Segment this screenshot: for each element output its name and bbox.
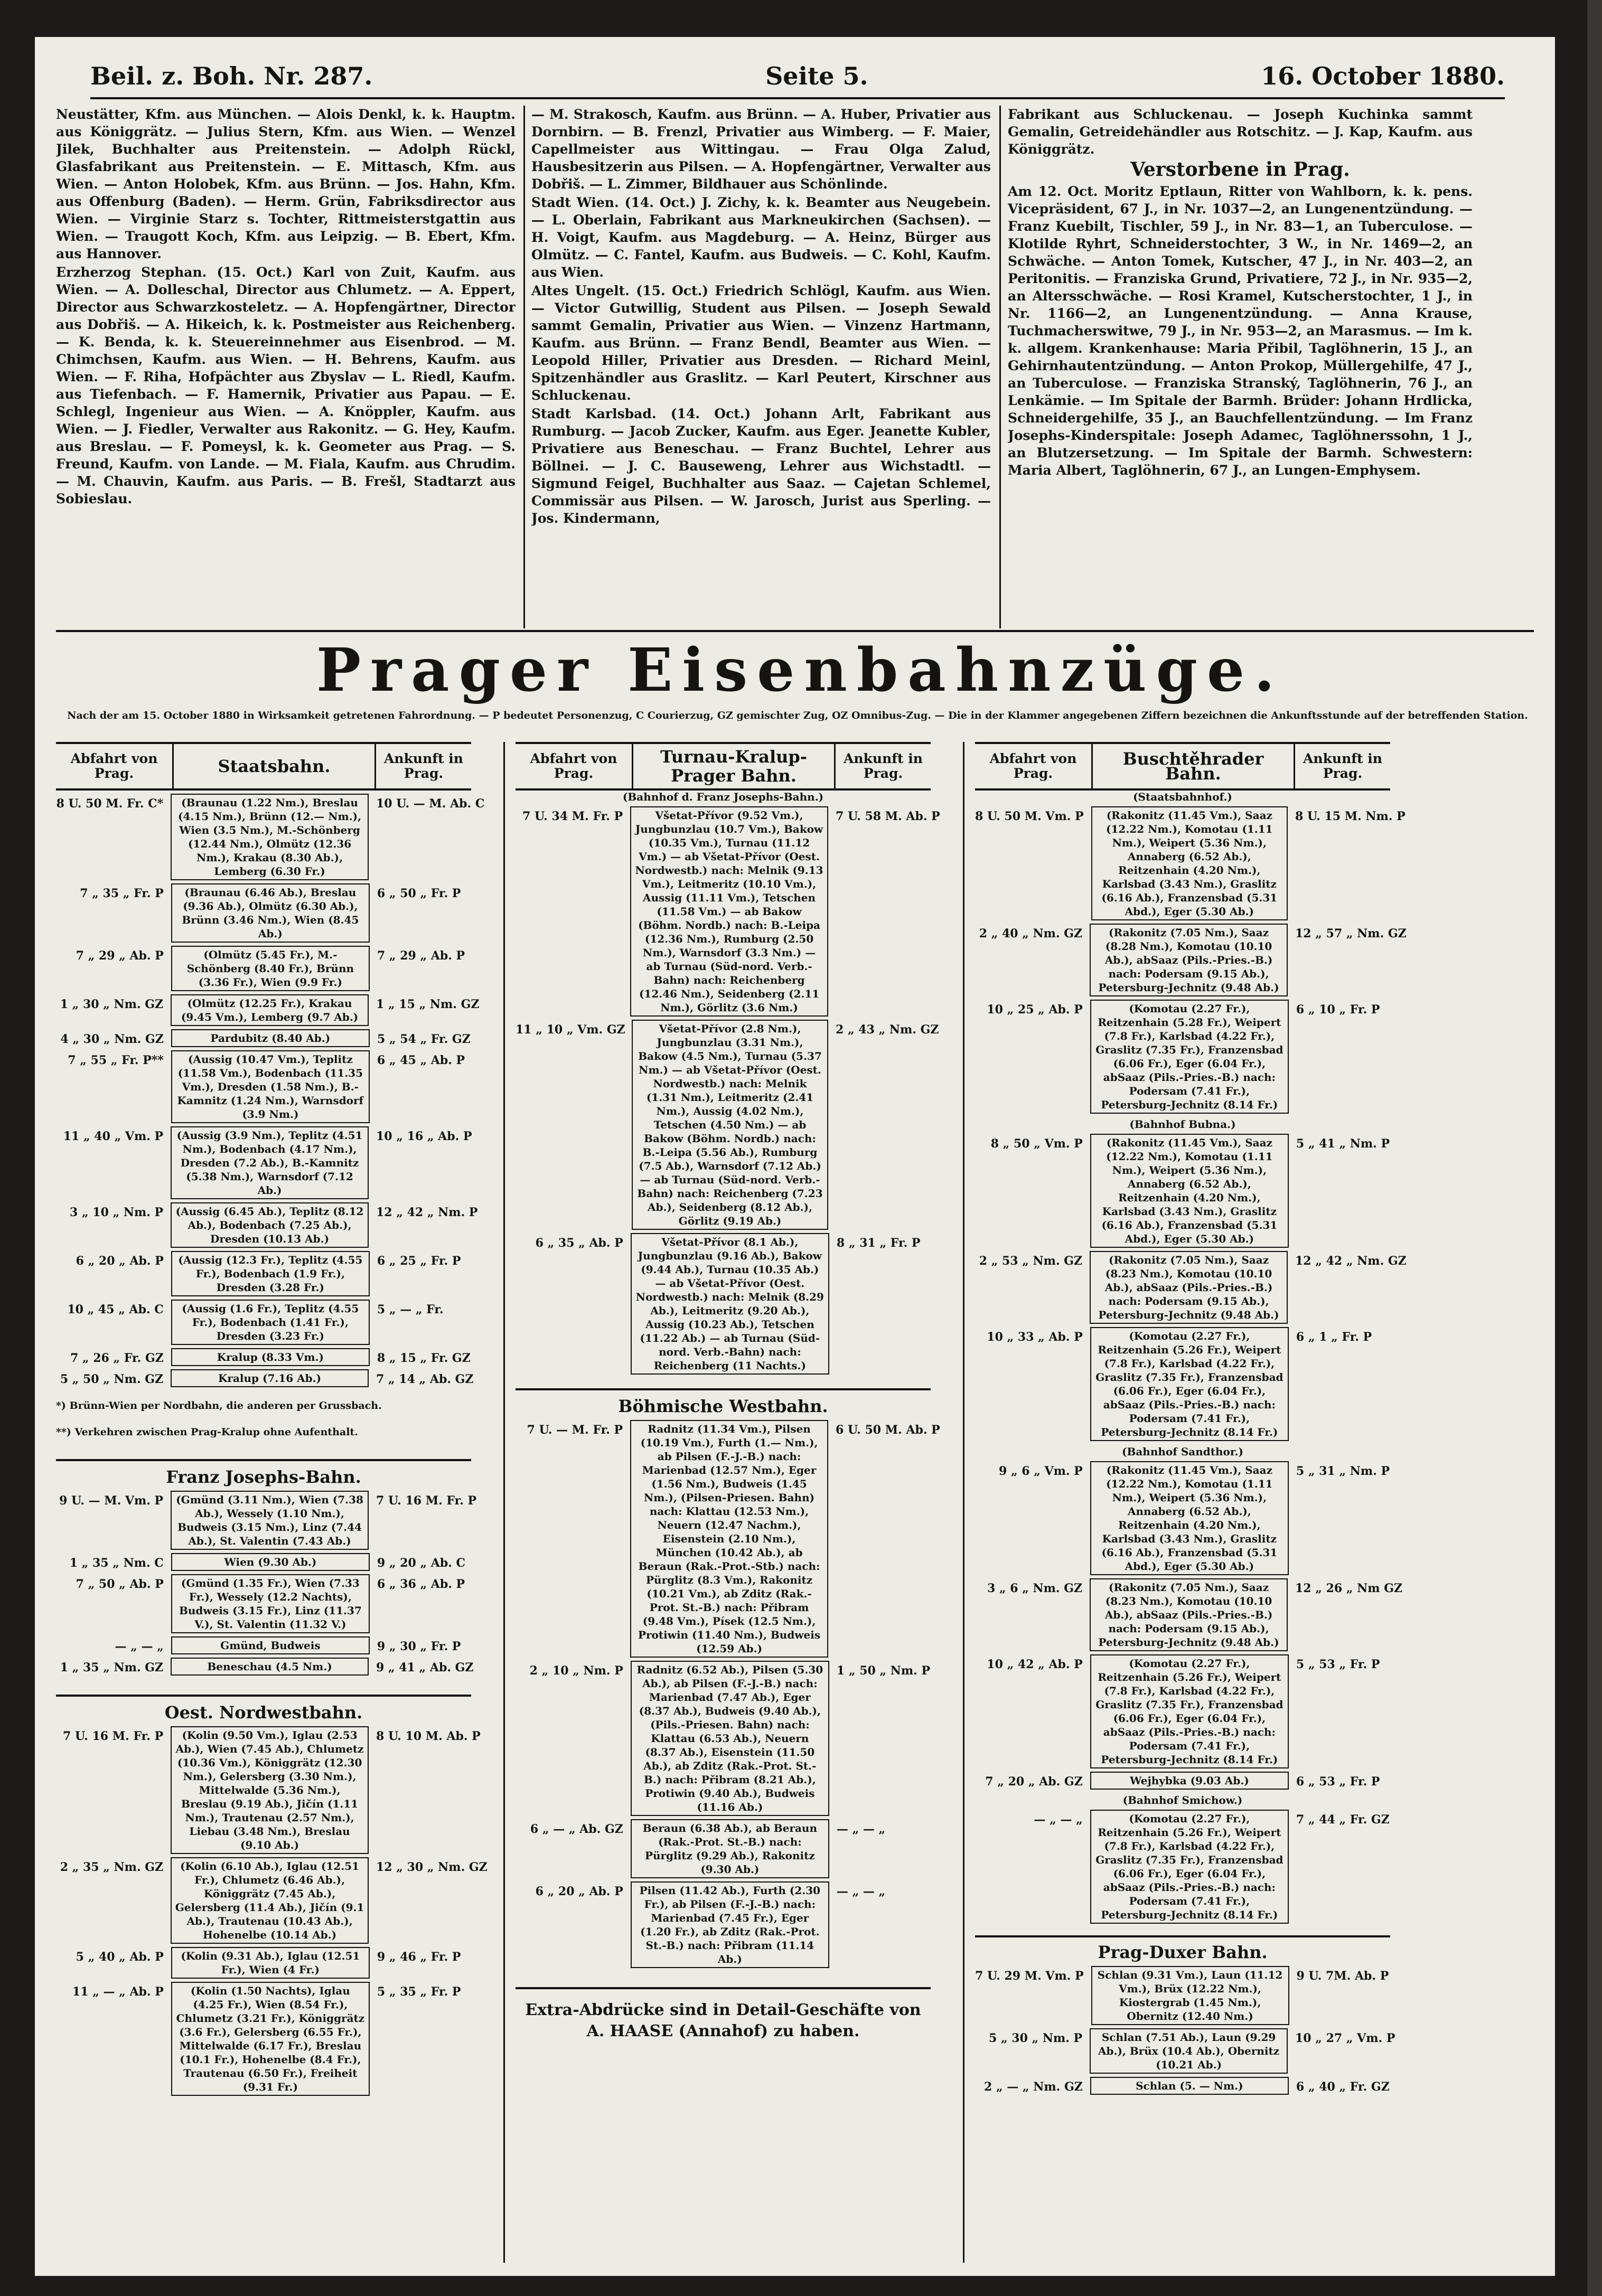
arrival-time: 9 „ 46 „ Fr. P	[377, 1950, 461, 1964]
train-rows	[56, 1491, 477, 1676]
section-title: Böhmische Westbahn.	[618, 1396, 828, 1416]
deaths-text: Am 12. Oct. Moritz Eptlaun, Ritter von Wahlborn, k. k. pens. Vicepräsident, 67 J., in Nr. 1037—2, an Lungenentzündung. — Franz Kuebilt, Tischler, 59 J., in Nr. 83—1, an Tuberculose. — Klotilde Ryhrt, Schneiderstochter, 3 W., in Nr. 1469—2, an Schwäche. — Anton Tomek, Kutscher, 47 J., in Nr. 403—2, an Peritonitis. — Franziska Grund, Privatiere, 72 J., in Nr. 935—2, an Altersschwäche. — Rosi Kramel, Kutscherstochter, 1 J., in Nr. 1166—2, an Lungenentzündung. — Anna Krause, Tuchmacherswitwe, 79 J., in Nr. 953—2, an Marasmus. — Im k. k. allgem. Krankenhause: Maria Přibil, Taglöhnerin, 15 J., an Gehirnhautentzündung. — Anton Prokop, Müllergehilfe, 47 J., an Tuberculose. — Franziska Stranský, Taglöhnerin, 76 J., an Lenkämie. — Im Spitale der Barmh. Brüder: Johann Hrdlicka, Schneidergehilfe, 35 J., an Bauchfellentzündung. — Im Franz Josephs-Kinderspitale: Joseph Adamec, Taglöhnerssohn, 1 J., an Blutzersetzung. — Im Spitale der Barmh. Schwestern: Maria Albert, Taglöhnerin, 67 J., an Lungen-Emphysem.	[1008, 184, 1473, 478]
destinations: (Kolin (9.50 Vm.), Iglau (2.53 Ab.), Wien (7.45 Ab.), Chlumetz (10.36 Vm.), Königgrätz (12.30 Nm.), Gelersberg (3.30 Nm.), Mittelwalde (5.36 Nm.), Breslau (9.19 Ab.), Jičín (1.11 Nm.), Trautenau (2.57 Nm.), Liebau (3.48 Nm.), Breslau (9.10 Ab.)	[171, 1726, 369, 1854]
destinations: Schlan (7.51 Ab.), Laun (9.29 Ab.), Brüx (10.4 Ab.), Obernitz (10.21 Ab.)	[1090, 2028, 1288, 2074]
destinations: Všetat-Přívor (8.1 Ab.), Jungbunzlau (9.16 Ab.), Bakow (9.44 Ab.), Turnau (10.35 Ab.) — ab Všetat-Přívor (Oest. Nordwestb.) nach: Melnik (8.29 Ab.), Leitmeritz (9.20 Ab.), Aussig (10.23 Ab.), Tetschen (11.22 Ab.) — ab Turnau (Süd-nord. Verb.-Bahn) nach: Reichenberg (11 Nachts.)	[631, 1233, 829, 1375]
train-row	[975, 1772, 1390, 1790]
train-rows	[975, 1810, 1390, 1924]
departure-time: — „ — „	[115, 1640, 164, 1653]
arrival-time: — „ — „	[836, 1822, 886, 1836]
arrival-time: 5 „ 53 „ Fr. P	[1296, 1658, 1380, 1671]
arrival-time: 5 „ 41 „ Nm. P	[1296, 1137, 1390, 1151]
destinations: (Rakonitz (7.05 Nm.), Saaz (8.23 Nm.), Komotau (10.10 Ab.), abSaaz (Pils.-Pries.-B.) nach: Podersam (9.15 Ab.), Petersburg-Jechnitz (9.48 Ab.)	[1090, 1578, 1288, 1651]
arrival-header: Ankunft in Prag.	[1303, 751, 1382, 781]
departure-header: Abfahrt von Prag.	[530, 751, 617, 781]
train-row	[975, 1810, 1390, 1924]
news-column-1	[56, 106, 516, 628]
destinations: Kralup (7.16 Ab.)	[171, 1369, 369, 1387]
train-row	[975, 1134, 1390, 1248]
departure-time: 10 „ 42 „ Ab. P	[987, 1658, 1083, 1671]
arrival-time: 6 „ 45 „ Ab. P	[377, 1053, 465, 1067]
departure-time: 7 U. 29 M. Vm. P	[975, 1969, 1084, 1983]
train-row	[56, 883, 471, 943]
news-paragraph: — M. Strakosch, Kaufm. aus Brünn. — A. Huber, Privatier aus Dornbirn. — B. Frenzl, Privatier aus Wimberg. — F. Maier, Capellmeister aus Wittingau. — Frau Olga Zalud, Hausbesitzerin aus Pilsen. — A. Hopfengärtner, Verwalter aus Dobřiš. — L. Zimmer, Bildhauer aus Schönlinde.	[531, 107, 991, 192]
line-name: Buschtěhrader Bahn.	[1091, 744, 1295, 788]
arrival-time: 7 U. 16 M. Fr. P	[376, 1494, 477, 1508]
arrival-time: 6 „ 10 „ Fr. P	[1296, 1003, 1380, 1017]
departure-time: 7 „ 35 „ Fr. P	[80, 887, 164, 900]
arrival-time: 5 „ 35 „ Fr. P	[377, 1985, 461, 1999]
departure-time: 9 „ 6 „ Vm. P	[999, 1464, 1083, 1478]
arrival-time: 6 „ 50 „ Fr. P	[377, 887, 461, 900]
table-header	[56, 742, 471, 791]
train-row	[56, 1029, 471, 1047]
timetable-column-1	[56, 742, 488, 2099]
destinations: (Komotau (2.27 Fr.), Reitzenhain (5.28 Fr.), Weipert (7.8 Fr.), Karlsbad (4.22 Fr.), Graslitz (7.35 Fr.), Franzensbad (6.06 Fr.), Eger (6.04 Fr.), abSaaz (Pils.-Pries.-B.) nach: Podersam (7.41 Fr.), Petersburg-Jechnitz (8.14 Fr.)	[1090, 1000, 1289, 1114]
news-paragraph: Stadt Karlsbad. (14. Oct.) Johann Arlt, Fabrikant aus Rumburg. — Jacob Zucker, Kaufm. aus Eger. Jeanette Kubler, Privatiere aus Beneschau. — Franz Buchtel, Lehrer aus Böllnei. — J. C. Bauseweng, Lehrer aus Wichstadtl. — Sigmund Feigel, Buchhalter aus Saaz. — Cajetan Schlemel, Commissär aus Pilsen. — W. Jarosch, Jurist aus Sperling. — Jos. Kindermann,	[531, 406, 991, 526]
arrival-time: 12 „ 42 „ Nm. GZ	[1295, 1254, 1407, 1268]
destinations: (Komotau (2.27 Fr.), Reitzenhain (5.26 Fr.), Weipert (7.8 Fr.), Karlsbad (4.22 Fr.), Graslitz (7.35 Fr.), Franzensbad (6.06 Fr.), Eger (6.04 Fr.), abSaaz (Pils.-Pries.-B.) nach: Podersam (7.41 Fr.), Petersburg-Jechnitz (8.14 Fr.)	[1090, 1654, 1289, 1768]
line-name: Turnau-Kralup-Prager Bahn.	[632, 744, 836, 788]
arrival-time: — „ — „	[836, 1885, 886, 1898]
destinations: (Aussig (10.47 Vm.), Teplitz (11.58 Vm.), Bodenbach (11.35 Vm.), Dresden (1.58 Nm.), B.-Kamnitz (1.24 Nm.), Warnsdorf (3.9 Nm.)	[171, 1050, 370, 1123]
arrival-time: 1 „ 15 „ Nm. GZ	[376, 998, 480, 1011]
destinations: Beraun (6.38 Ab.), ab Beraun (Rak.-Prot. St.-B.) nach: Pürglitz (9.29 Ab.), Rakonitz (9.30 Ab.)	[631, 1819, 829, 1878]
departure-time: 1 „ 35 „ Nm. C	[69, 1556, 164, 1570]
station-note: (Staatsbahnhof.)	[1133, 791, 1232, 803]
train-row	[56, 1574, 471, 1633]
extra-prints-notice: Extra-Abdrücke sind in Detail-Geschäfte von A. HAASE (Annahof) zu haben.	[525, 2001, 921, 2040]
destinations: Wien (9.30 Ab.)	[171, 1553, 370, 1571]
train-row	[56, 1126, 471, 1199]
destinations: Gmünd, Budweis	[171, 1636, 370, 1654]
destinations: (Rakonitz (11.45 Vm.), Saaz (12.22 Nm.), Komotau (1.11 Nm.), Weipert (5.36 Nm.), Annaberg (6.52 Ab.), Reitzenhain (4.20 Nm.), Karlsbad (3.43 Nm.), Graslitz (6.16 Ab.), Franzensbad (5.31 Abd.), Eger (5.30 Ab.)	[1091, 806, 1288, 920]
arrival-time: 12 „ 26 „ Nm GZ	[1295, 1582, 1403, 1595]
departure-header: Abfahrt von Prag.	[989, 751, 1077, 781]
news-paragraph: Stadt Wien. (14. Oct.) J. Zichy, k. k. Beamter aus Neugebein. — L. Oberlain, Fabrikant aus Markneukirchen (Sachsen). — H. Voigt, Kaufm. aus Magdeburg. — A. Heinz, Bürger aus Olmütz. — C. Fantel, Kaufm. aus Budweis. — C. Kohl, Kaufm. aus Wien.	[531, 195, 991, 280]
arrival-time: 6 „ 1 „ Fr. P	[1296, 1330, 1372, 1344]
departure-header: Abfahrt von Prag.	[70, 751, 158, 781]
departure-time: 6 „ 20 „ Ab. P	[535, 1885, 623, 1898]
arrival-time: 2 „ 43 „ Nm. GZ	[836, 1023, 939, 1037]
train-row	[516, 1233, 931, 1375]
train-row	[56, 1251, 471, 1296]
destinations: Wejhybka (9.03 Ab.)	[1090, 1772, 1289, 1790]
train-row	[516, 1420, 940, 1658]
departure-time: 7 „ 20 „ Ab. GZ	[985, 1775, 1083, 1789]
news-paragraph: Fabrikant aus Schluckenau. — Joseph Kuchinka sammt Gemalin, Getreidehändler aus Rotschitz. — J. Kap, Kaufm. aus Königgrätz.	[1008, 107, 1473, 157]
departure-time: 7 „ 55 „ Fr. P**	[68, 1053, 164, 1067]
arrival-time: 12 „ 42 „ Nm. P	[376, 1206, 478, 1219]
train-row	[516, 1819, 931, 1878]
arrival-time: 9 „ 30 „ Fr. P	[377, 1640, 461, 1653]
section-divider	[56, 630, 1534, 632]
train-row	[56, 1658, 474, 1676]
train-row	[56, 994, 480, 1026]
table-header	[516, 742, 931, 791]
column-divider	[963, 742, 964, 2263]
departure-time: 5 „ 50 „ Nm. GZ	[60, 1372, 164, 1386]
arrival-time: 9 U. 7M. Ab. P	[1296, 1969, 1389, 1983]
train-rows	[975, 1134, 1407, 1441]
line-name: Staatsbahn.	[172, 744, 376, 788]
train-row	[516, 1020, 939, 1230]
arrival-time: 6 U. 50 M. Ab. P	[836, 1423, 940, 1437]
train-row	[975, 1966, 1390, 2025]
arrival-header: Ankunft in Prag.	[844, 751, 923, 781]
arrival-time: 8 U. 15 M. Nm. P	[1295, 810, 1406, 823]
departure-time: 6 „ 20 „ Ab. P	[76, 1254, 164, 1268]
departure-time: 7 U. 34 M. Fr. P	[522, 810, 623, 823]
train-row	[516, 1661, 931, 1816]
section-title: Franz Josephs-Bahn.	[166, 1467, 361, 1487]
train-rows	[56, 1726, 488, 2096]
train-row	[975, 1327, 1390, 1441]
timetable-column-2	[516, 742, 940, 2042]
departure-time: 8 U. 50 M. Vm. P	[975, 810, 1084, 823]
departure-time: 2 „ 40 „ Nm. GZ	[979, 927, 1083, 940]
departure-time: 7 U. — M. Fr. P	[527, 1423, 623, 1437]
destinations: (Komotau (2.27 Fr.), Reitzenhain (5.26 Fr.), Weipert (7.8 Fr.), Karlsbad (4.22 Fr.), Graslitz (7.35 Fr.), Franzensbad (6.06 Fr.), Eger (6.04 Fr.), abSaaz (Pils.-Pries.-B.) nach: Podersam (7.41 Fr.), Petersburg-Jechnitz (8.14 Fr.)	[1090, 1327, 1289, 1441]
destinations: (Aussig (3.9 Nm.), Teplitz (4.51 Nm.), Bodenbach (4.17 Nm.), Dresden (7.2 Ab.), B.-Kamnitz (5.38 Nm.), Warnsdorf (7.12 Ab.)	[171, 1126, 369, 1199]
destinations: (Aussig (12.3 Fr.), Teplitz (4.55 Fr.), Bodenbach (1.9 Fr.), Dresden (3.28 Fr.)	[171, 1251, 370, 1296]
arrival-time: 5 „ — „ Fr.	[377, 1303, 444, 1316]
page-header	[90, 55, 1505, 99]
arrival-time: 7 „ 29 „ Ab. P	[377, 949, 465, 963]
arrival-time: 10 „ 16 „ Ab. P	[376, 1130, 472, 1143]
destinations: (Gmünd (3.11 Nm.), Wien (7.38 Ab.), Wessely (1.10 Nm.), Budweis (3.15 Nm.), Linz (7.44 Ab.), St. Valentin (7.43 Ab.)	[171, 1491, 369, 1550]
arrival-time: 5 „ 54 „ Fr. GZ	[377, 1032, 471, 1046]
train-row	[56, 1369, 474, 1387]
destinations: (Rakonitz (11.45 Vm.), Saaz (12.22 Nm.), Komotau (1.11 Nm.), Weipert (5.36 Nm.), Annaberg (6.52 Ab.), Reitzenhain (4.20 Nm.), Karlsbad (3.43 Nm.), Graslitz (6.16 Ab.), Franzensbad (5.31 Abd.), Eger (5.30 Ab.)	[1090, 1461, 1289, 1575]
arrival-time: 6 „ 40 „ Fr. GZ	[1296, 2080, 1390, 2094]
destinations: Pilsen (11.42 Ab.), Furth (2.30 Fr.), ab Pilsen (F.-J.-B.) nach: Marienbad (7.45 Fr.), Eger (1.20 Fr.), ab Zditz (Rak.-Prot. St.-B.) nach: Přibram (11.14 Ab.)	[631, 1881, 829, 1968]
arrival-time: 7 U. 58 M. Ab. P	[836, 810, 940, 823]
arrival-time: 7 „ 14 „ Ab. GZ	[376, 1372, 474, 1386]
destinations: (Rakonitz (11.45 Vm.), Saaz (12.22 Nm.), Komotau (1.11 Nm.), Weipert (5.36 Nm.), Annaberg (6.52 Ab.), Reitzenhain (4.20 Nm.), Karlsbad (3.43 Nm.), Graslitz (6.16 Ab.), Franzensbad (5.31 Abd.), Eger (5.30 Ab.)	[1090, 1134, 1289, 1248]
page-number: Seite 5.	[765, 62, 868, 90]
departure-time: 7 U. 16 M. Fr. P	[63, 1729, 164, 1743]
train-row	[56, 1553, 471, 1571]
station-note: (Bahnhof Smichow.)	[1122, 1794, 1243, 1806]
destinations: (Kolin (1.50 Nachts), Iglau (4.25 Fr.), Wien (8.54 Fr.), Chlumetz (3.21 Fr.), Königgrätz (3.6 Fr.), Gelersberg (6.55 Fr.), Mittelwalde (6.17 Fr.), Breslau (10.1 Fr.), Hohenelbe (8.4 Fr.), Trautenau (6.50 Fr.), Freiheit (9.31 Fr.)	[171, 1982, 370, 2096]
departure-time: 6 „ 35 „ Ab. P	[535, 1236, 623, 1250]
section-title: Oest. Nordwestbahn.	[164, 1702, 363, 1723]
train-row	[56, 1982, 471, 2096]
train-row	[56, 794, 485, 880]
train-row	[56, 1726, 481, 1854]
timetable-subtitle: Nach der am 15. October 1880 in Wirksamkeit getretenen Fahrordnung. — P bedeutet Personenzug, C Courierzug, GZ gemischter Zug, OZ Omnibus-Zug. — Die in der Klammer angegebenen Ziffern bezeichnen die Ankunftsstunde auf der betreffenden Station.	[67, 710, 1528, 721]
destinations: (Olmütz (12.25 Fr.), Krakau (9.45 Vm.), Lemberg (9.7 Ab.)	[171, 994, 369, 1026]
arrival-time: 12 „ 30 „ Nm. GZ	[376, 1860, 488, 1874]
departure-time: 2 „ — „ Nm. GZ	[983, 2080, 1083, 2094]
departure-time: 8 „ 50 „ Vm. P	[990, 1137, 1083, 1151]
station-note: (Bahnhof d. Franz Josephs-Bahn.)	[622, 791, 824, 803]
destinations: Schlan (5. — Nm.)	[1090, 2077, 1289, 2095]
departure-time: 4 „ 30 „ Nm. GZ	[60, 1032, 164, 1046]
column-divider	[523, 106, 525, 628]
destinations: (Kolin (6.10 Ab.), Iglau (12.51 Fr.), Chlumetz (6.46 Ab.), Königgrätz (7.45 Ab.), Gelersberg (11.4 Ab.), Jičín (9.1 Ab.), Trautenau (10.43 Ab.), Hohenelbe (10.14 Ab.)	[171, 1857, 369, 1944]
news-column-2	[531, 106, 991, 628]
train-row	[975, 2077, 1390, 2095]
departure-time: 5 „ 30 „ Nm. P	[988, 2031, 1083, 2045]
deaths-heading: Verstorbene in Prag.	[1130, 158, 1350, 181]
arrival-time: 6 „ 36 „ Ab. P	[377, 1577, 465, 1591]
departure-time: 7 „ 29 „ Ab. P	[76, 949, 164, 963]
destinations: Schlan (9.31 Vm.), Laun (11.12 Vm.), Brüx (12.22 Nm.), Kiostergrab (1.45 Nm.), Obernitz (12.40 Nm.)	[1091, 1966, 1289, 2025]
train-row	[975, 1461, 1390, 1575]
departure-time: 1 „ 30 „ Nm. GZ	[60, 998, 164, 1011]
departure-time: 3 „ 6 „ Nm. GZ	[987, 1582, 1083, 1595]
departure-time: 11 „ — „ Ab. P	[72, 1985, 164, 1999]
footnote-2: **) Verkehren zwischen Prag-Kralup ohne Aufenthalt.	[56, 1426, 358, 1438]
departure-time: 3 „ 10 „ Nm. P	[69, 1206, 164, 1219]
train-row	[56, 1050, 471, 1123]
issue-date: 16. October 1880.	[1261, 62, 1505, 90]
news-paragraph: Erzherzog Stephan. (15. Oct.) Karl von Zuit, Kaufm. aus Wien. — A. Dolleschal, Director aus Chlumetz. — A. Eppert, Director aus Schwarzkosteletz. — A. Hopfengärtner, Director aus Dobřiš. — A. Hikeich, k. k. Postmeister aus Reichenberg. — K. Benda, k. k. Steuereinnehmer aus Eisenbrod. — M. Chimchsen, Kaufm. aus Wien. — H. Behrens, Kaufm. aus Wien. — F. Riha, Hofpächter aus Zbyslav — L. Riedl, Kaufm. aus Tiefenbach. — F. Hamernik, Privatier aus Papau. — E. Schlegl, Ingenieur aus Wien. — A. Knöppler, Kaufm. aus Wien. — J. Fiedler, Verwalter aus Rakonitz. — G. Hey, Kaufm. aus Breslau. — F. Pomeysl, k. k. Geometer aus Prag. — S. Freund, Kaufm. von Lande. — M. Fiala, Kaufm. aus Chrudim. — M. Chauvin, Kaufm. aus Paris. — B. Frešl, Stadtarzt aus Sobieslau.	[56, 265, 516, 506]
news-paragraph: Altes Ungelt. (15. Oct.) Friedrich Schlögl, Kaufm. aus Wien. — Victor Gutwillig, Student aus Pilsen. — Joseph Sewald sammt Gemalin, Privatier aus Wien. — Vinzenz Hartmann, Kaufm. aus Brünn. — Franz Bendl, Beamter aus Wien. — Leopold Hiller, Privatier aus Dresden. — Richard Meinl, Spitzenhändler aus Graslitz. — Karl Peutert, Kirschner aus Schluckenau.	[531, 283, 991, 403]
destinations: (Gmünd (1.35 Fr.), Wien (7.33 Fr.), Wessely (12.2 Nachts), Budweis (3.15 Fr.), Linz (11.37 V.), St. Valentin (11.32 V.)	[171, 1574, 370, 1633]
arrival-time: 7 „ 44 „ Fr. GZ	[1296, 1813, 1390, 1827]
newspaper-page	[35, 37, 1555, 2276]
supplement-number: Beil. z. Boh. Nr. 287.	[90, 62, 373, 90]
train-row	[975, 806, 1406, 920]
station-note: (Bahnhof Bubna.)	[1129, 1118, 1236, 1131]
train-row	[516, 1881, 931, 1968]
column-divider	[999, 106, 1001, 628]
train-row	[56, 946, 471, 991]
destinations: Radnitz (11.34 Vm.), Pilsen (10.19 Vm.), Furth (1.— Nm.), ab Pilsen (F.-J.-B.) nach: Marienbad (12.57 Nm.), Eger (1.56 Nm.), Budweis (1.45 Nm.), (Pilsen-Priesen. Bahn) nach: Klattau (12.53 Nm.), Neuern (12.47 Nachm.), Eisenstein (2.10 Nm.), München (10.42 Ab.), ab Beraun (Rak.-Prot.-Stb.) nach: Pürglitz (8.3 Vm.), Rakonitz (10.21 Vm.), ab Zditz (Rak.-Prot. St.-B.) nach: Přibram (9.48 Vm.), Písek (12.5 Nm.), Protiwin (11.40 Nm.), Budweis (12.59 Ab.)	[630, 1420, 828, 1658]
destinations: Všetat-Přívor (2.8 Nm.), Jungbunzlau (3.31 Nm.), Bakow (4.5 Nm.), Turnau (5.37 Nm.) — ab Všetat-Přívor (Oest. Nordwestb.) nach: Melnik (1.31 Nm.), Leitmeritz (2.41 Nm.), Aussig (4.02 Nm.), Tetschen (4.50 Nm.) — ab Bakow (Böhm. Nordb.) nach: B.-Leipa (5.56 Ab.), Rumburg (7.5 Ab.), Warnsdorf (7.12 Ab.) — ab Turnau (Süd-nord. Verb.-Bahn) nach: Reichenberg (7.23 Ab.), Seidenberg (8.12 Ab.), Görlitz (9.19 Ab.)	[632, 1020, 828, 1230]
timetable-title: Prager Eisenbahnzüge.	[316, 636, 1285, 705]
departure-time: 9 U. — M. Vm. P	[59, 1494, 164, 1508]
destinations: (Braunau (6.46 Ab.), Breslau (9.36 Ab.), Olmütz (6.30 Ab.), Brünn (3.46 Nm.), Wien (8.45 Ab.)	[171, 883, 370, 943]
arrival-time: 6 „ 25 „ Fr. P	[377, 1254, 461, 1268]
column-divider	[503, 742, 505, 2263]
table-header	[975, 742, 1390, 791]
destinations: Beneschau (4.5 Nm.)	[171, 1658, 369, 1676]
train-row	[975, 1251, 1407, 1324]
departure-time: 11 „ 40 „ Vm. P	[63, 1130, 164, 1143]
arrival-time: 9 „ 20 „ Ab. C	[377, 1556, 466, 1570]
departure-time: 8 U. 50 M. Fr. C*	[56, 797, 164, 811]
destinations: (Kolin (9.31 Ab.), Iglau (12.51 Fr.), Wien (4 Fr.)	[171, 1947, 370, 1979]
arrival-time: 10 „ 27 „ Vm. P	[1295, 2031, 1395, 2045]
train-row	[56, 1202, 478, 1248]
arrival-time: 8 U. 10 M. Ab. P	[376, 1729, 481, 1743]
departure-time: 10 „ 25 „ Ab. P	[987, 1003, 1083, 1017]
departure-time: 11 „ 10 „ Vm. GZ	[516, 1023, 625, 1037]
station-note: (Bahnhof Sandthor.)	[1121, 1445, 1244, 1458]
train-row	[56, 1947, 471, 1979]
departure-time: 10 „ 45 „ Ab. C	[67, 1303, 164, 1316]
train-row	[975, 2028, 1395, 2074]
departure-time: 7 „ 26 „ Fr. GZ	[70, 1351, 164, 1365]
departure-time: 7 „ 50 „ Ab. P	[76, 1577, 164, 1591]
destinations: (Braunau (1.22 Nm.), Breslau (4.15 Nm.), Brünn (12.— Nm.), Wien (3.5 Nm.), M.-Schönberg (12.44 Nm.), Olmütz (12.36 Nm.), Krakau (8.30 Ab.), Lemberg (6.30 Fr.)	[171, 794, 369, 880]
departure-time: 6 „ — „ Ab. GZ	[530, 1822, 623, 1836]
departure-time: — „ — „	[1034, 1813, 1083, 1827]
departure-time: 2 „ 35 „ Nm. GZ	[60, 1860, 164, 1874]
train-row	[975, 924, 1407, 996]
train-row	[516, 806, 940, 1017]
train-row	[56, 1857, 488, 1944]
departure-time: 2 „ 53 „ Nm. GZ	[979, 1254, 1083, 1268]
arrival-time: 8 „ 15 „ Fr. GZ	[377, 1351, 471, 1365]
arrival-time: 9 „ 41 „ Ab. GZ	[376, 1661, 474, 1674]
destinations: Všetat-Přívor (9.52 Vm.), Jungbunzlau (10.7 Vm.), Bakow (10.35 Vm.), Turnau (11.12 Vm.) — ab Všetat-Přívor (Oest. Nordwestb.) nach: Melnik (9.13 Vm.), Leitmeritz (10.10 Vm.), Aussig (11.11 Vm.), Tetschen (11.58 Vm.) — ab Bakow (Böhm. Nordb.) nach: B.-Leipa (12.36 Nm.), Rumburg (2.50 Nm.), Warnsdorf (3.3 Nm.) — ab Turnau (Süd-nord. Verb.-Bahn) nach: Reichenberg (12.46 Nm.), Seidenberg (2.11 Nm.), Görlitz (3.6 Nm.)	[630, 806, 828, 1017]
page-edge-shadow	[1587, 0, 1602, 2296]
news-column-3	[1008, 106, 1473, 628]
train-row	[975, 1000, 1390, 1114]
arrival-time: 8 „ 31 „ Fr. P	[836, 1236, 921, 1250]
destinations: (Aussig (1.6 Fr.), Teplitz (4.55 Fr.), Bodenbach (1.41 Fr.), Dresden (3.23 Fr.)	[171, 1300, 370, 1345]
arrival-time: 6 „ 53 „ Fr. P	[1296, 1775, 1380, 1789]
departure-time: 1 „ 35 „ Nm. GZ	[60, 1661, 164, 1674]
arrival-time: 5 „ 31 „ Nm. P	[1296, 1464, 1390, 1478]
section-title: Prag-Duxer Bahn.	[1098, 1942, 1268, 1962]
destinations: Radnitz (6.52 Ab.), Pilsen (5.30 Ab.), ab Pilsen (F.-J.-B.) nach: Marienbad (7.47 Ab.), Eger (8.37 Ab.), Budweis (9.40 Ab.), (Pils.-Priesen. Bahn) nach: Klattau (6.53 Ab.), Neuern (8.37 Ab.), Eisenstein (11.50 Ab.), ab Zditz (Rak.-Prot. St.-B.) nach: Přibram (8.21 Ab.), Protiwin (9.40 Ab.), Budweis (11.16 Ab.)	[631, 1661, 829, 1816]
destinations: Pardubitz (8.40 Ab.)	[171, 1029, 370, 1047]
train-rows	[56, 794, 485, 1387]
destinations: (Komotau (2.27 Fr.), Reitzenhain (5.26 Fr.), Weipert (7.8 Fr.), Karlsbad (4.22 Fr.), Graslitz (7.35 Fr.), Franzensbad (6.06 Fr.), Eger (6.04 Fr.), abSaaz (Pils.-Pries.-B.) nach: Podersam (7.41 Fr.), Petersburg-Jechnitz (8.14 Fr.)	[1090, 1810, 1289, 1924]
arrival-time: 1 „ 50 „ Nm. P	[836, 1664, 931, 1678]
destinations: (Olmütz (5.45 Fr.), M.-Schönberg (8.40 Fr.), Brünn (3.36 Fr.), Wien (9.9 Fr.)	[171, 946, 370, 991]
train-rows	[516, 806, 940, 1375]
train-row	[56, 1300, 471, 1345]
footnote-1: *) Brünn-Wien per Nordbahn, die anderen per Grussbach.	[56, 1400, 382, 1412]
train-rows	[975, 1461, 1403, 1790]
train-row	[975, 1578, 1403, 1651]
train-row	[975, 1654, 1390, 1768]
destinations: (Rakonitz (7.05 Nm.), Saaz (8.23 Nm.), Komotau (10.10 Ab.), abSaaz (Pils.-Pries.-B.) nach: Podersam (9.15 Ab.), Petersburg-Jechnitz (9.48 Ab.)	[1090, 1251, 1288, 1324]
departure-time: 5 „ 40 „ Ab. P	[76, 1950, 164, 1964]
news-paragraph: Neustätter, Kfm. aus München. — Alois Denkl, k. k. Hauptm. aus Königgrätz. — Julius Stern, Kfm. aus Wien. — Wenzel Jilek, Buchhalter aus Preitenstein. — Adolph Rückl, Glasfabrikant aus Preitenstein. — E. Mittasch, Kfm. aus Wien. — Anton Holobek, Kfm. aus Brünn. — Jos. Hahn, Kfm. aus Offenburg (Baden). — Herm. Grün, Fabriksdirector aus Wien. — Virginie Starz s. Tochter, Rittmeisterstgattin aus Wien. — Traugott Koch, Kfm. aus Leipzig. — B. Ebert, Kfm. aus Hannover.	[56, 107, 516, 261]
destinations: (Aussig (6.45 Ab.), Teplitz (8.12 Ab.), Bodenbach (7.25 Ab.), Dresden (10.13 Ab.)	[171, 1202, 369, 1248]
arrival-time: 10 U. — M. Ab. C	[376, 797, 485, 811]
train-rows	[516, 1420, 940, 1968]
train-rows	[975, 1966, 1395, 2095]
train-row	[56, 1348, 471, 1366]
timetable-column-3	[975, 742, 1407, 2098]
departure-time: 10 „ 33 „ Ab. P	[987, 1330, 1083, 1344]
destinations: Kralup (8.33 Vm.)	[171, 1348, 370, 1366]
train-rows	[975, 806, 1407, 1114]
destinations: (Rakonitz (7.05 Nm.), Saaz (8.28 Nm.), Komotau (10.10 Ab.), abSaaz (Pils.-Pries.-B.) nach: Podersam (9.15 Ab.), Petersburg-Jechnitz (9.48 Ab.)	[1090, 924, 1288, 996]
train-row	[56, 1636, 471, 1654]
arrival-time: 12 „ 57 „ Nm. GZ	[1295, 927, 1407, 940]
departure-time: 2 „ 10 „ Nm. P	[529, 1664, 623, 1678]
arrival-header: Ankunft in Prag.	[384, 751, 463, 781]
train-row	[56, 1491, 477, 1550]
